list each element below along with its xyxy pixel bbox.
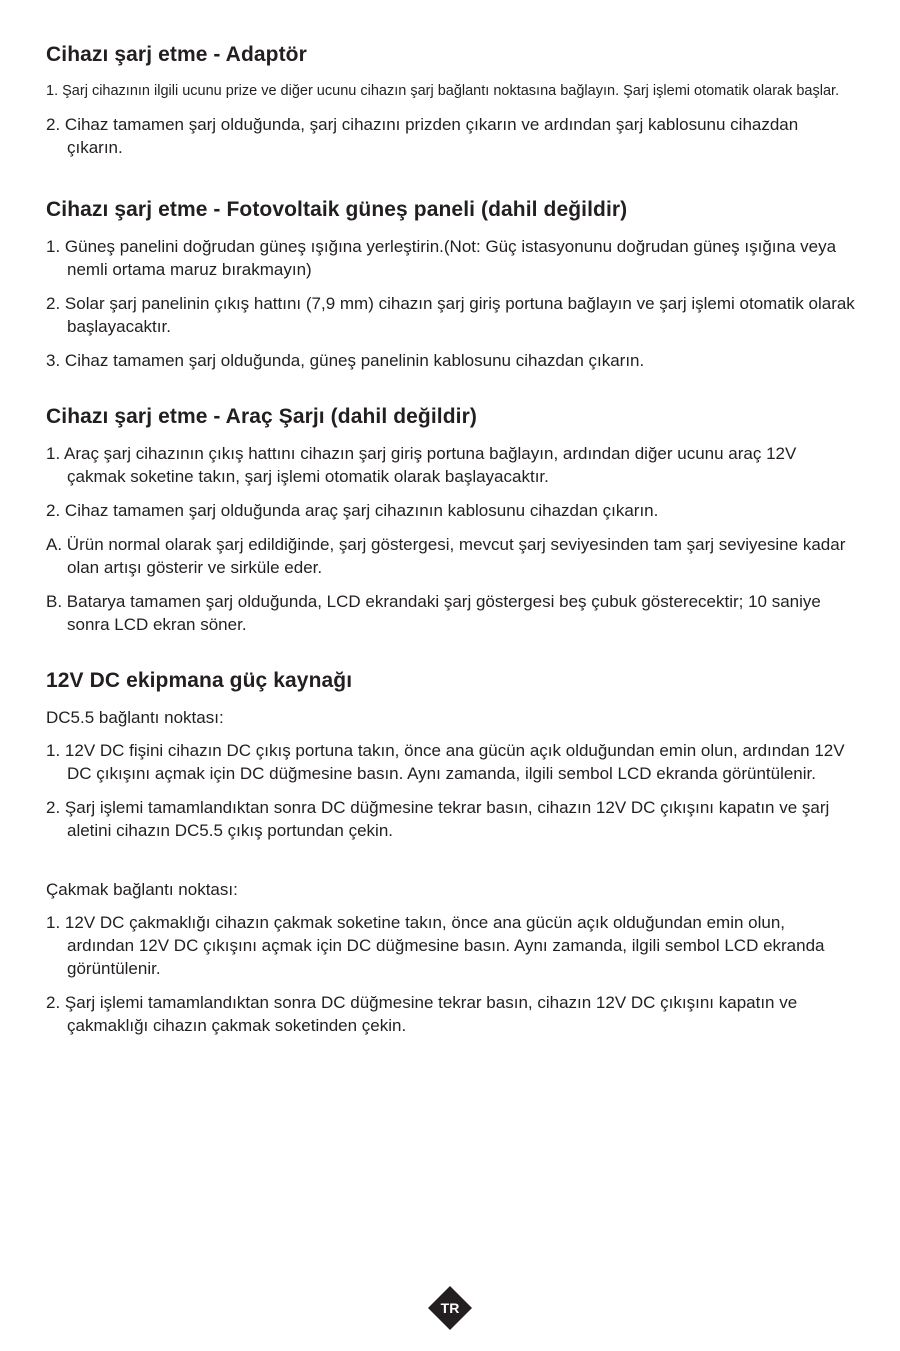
list-marker: 1. (46, 444, 61, 463)
list-item (46, 991, 856, 1037)
language-badge (427, 1285, 473, 1331)
step-list (46, 911, 856, 1037)
list-item (46, 442, 856, 488)
dc55-port-label: DC5.5 bağlantı noktası: (46, 708, 224, 727)
list-marker: A. (46, 535, 63, 554)
list-marker: 2. (46, 798, 61, 817)
list-item-text: Solar şarj panelinin çıkış hattını (7,9 mm) cihazın şarj giriş portuna bağlayın ve şarj işlemi otomatik olarak başlayacaktır. (64, 294, 855, 336)
section-title: 12V DC ekipmana güç kaynağı (46, 669, 353, 692)
section-adapter-charging (46, 40, 856, 159)
list-marker: 3. (46, 351, 61, 370)
section-solar-charging (46, 195, 856, 372)
list-item-text: Güneş panelini doğrudan güneş ışığına yerleştirin.(Not: Güç istasyonunu doğrudan güneş ışığına veya nemli ortama maruz bırakmayın) (64, 237, 837, 279)
list-marker: 1. (46, 741, 61, 760)
list-item-text: Şarj cihazının ilgili ucunu prize ve diğer ucunu cihazın şarj bağlantı noktasına bağlayın. Şarj işlemi otomatik olarak başlar. (62, 83, 840, 99)
list-marker: 2. (46, 993, 61, 1012)
list-item (46, 739, 856, 785)
list-item (46, 911, 856, 980)
diamond-badge-icon (427, 1285, 473, 1331)
list-marker: 2. (46, 501, 61, 520)
badge-label: TR (440, 1300, 460, 1316)
list-item-text: Cihaz tamamen şarj olduğunda, şarj cihazını prizden çıkarın ve ardından şarj kablosunu cihazdan çıkarın. (64, 115, 799, 157)
list-item-text: Şarj işlemi tamamlandıktan sonra DC düğmesine tekrar basın, cihazın 12V DC çıkışını kapatın ve çakmaklığı cihazın çakmak soketinden çekin. (64, 993, 798, 1035)
list-marker: 1. (46, 83, 59, 99)
section-title: Cihazı şarj etme - Fotovoltaik güneş paneli (dahil değildir) (46, 198, 628, 221)
list-item (46, 590, 856, 636)
list-item-text: 12V DC fişini cihazın DC çıkış portuna takın, önce ana gücün açık olduğundan emin olun, ardından 12V DC çıkışını açmak için DC düğmesine basın. Aynı zamanda, ilgili sembol LCD ekranda görüntülenir. (64, 741, 845, 783)
step-list (46, 235, 856, 372)
list-item-text: Cihaz tamamen şarj olduğunda araç şarj cihazının kablosunu cihazdan çıkarın. (64, 501, 659, 520)
section-title: Cihazı şarj etme - Adaptör (46, 43, 307, 66)
list-item (46, 80, 856, 102)
list-item (46, 349, 856, 372)
manual-page (46, 40, 856, 1067)
list-marker: 2. (46, 115, 61, 134)
list-item-text: Cihaz tamamen şarj olduğunda, güneş panelinin kablosunu cihazdan çıkarın. (64, 351, 645, 370)
section-title: Cihazı şarj etme - Araç Şarjı (dahil değildir) (46, 405, 477, 428)
list-item (46, 499, 856, 522)
list-marker: 2. (46, 294, 61, 313)
step-list (46, 80, 856, 159)
list-item-text: Ürün normal olarak şarj edildiğinde, şarj göstergesi, mevcut şarj seviyesinden tam şarj seviyesine kadar olan artışı gösterir ve sirküle eder. (66, 535, 846, 577)
list-item-text: Araç şarj cihazının çıkış hattını cihazın şarj giriş portuna bağlayın, ardından diğer ucunu araç 12V çakmak soketine takın, şarj işlemi otomatik olarak başlayacaktır. (63, 444, 797, 486)
list-marker: 1. (46, 237, 61, 256)
section-car-charging (46, 402, 856, 636)
lighter-port-label: Çakmak bağlantı noktası: (46, 880, 238, 899)
list-item (46, 292, 856, 338)
step-list (46, 739, 856, 842)
list-item (46, 533, 856, 579)
list-item-text: Şarj işlemi tamamlandıktan sonra DC düğmesine tekrar basın, cihazın 12V DC çıkışını kapatın ve şarj aletini cihazın DC5.5 çıkış portundan çekin. (64, 798, 830, 840)
list-marker: 1. (46, 913, 61, 932)
list-item-text: 12V DC çakmaklığı cihazın çakmak soketine takın, önce ana gücün açık olduğundan emin olun, ardından 12V DC çıkışını açmak için DC düğmesine basın. Aynı zamanda, ilgili sembol LCD ekranda görüntülenir. (64, 913, 825, 978)
list-item (46, 113, 856, 159)
list-marker: B. (46, 592, 63, 611)
step-list (46, 442, 856, 636)
list-item (46, 235, 856, 281)
list-item-text: Batarya tamamen şarj olduğunda, LCD ekrandaki şarj göstergesi beş çubuk gösterecektir; 10 saniye sonra LCD ekran söner. (66, 592, 821, 634)
section-dc-power (46, 666, 856, 1037)
list-item (46, 796, 856, 842)
